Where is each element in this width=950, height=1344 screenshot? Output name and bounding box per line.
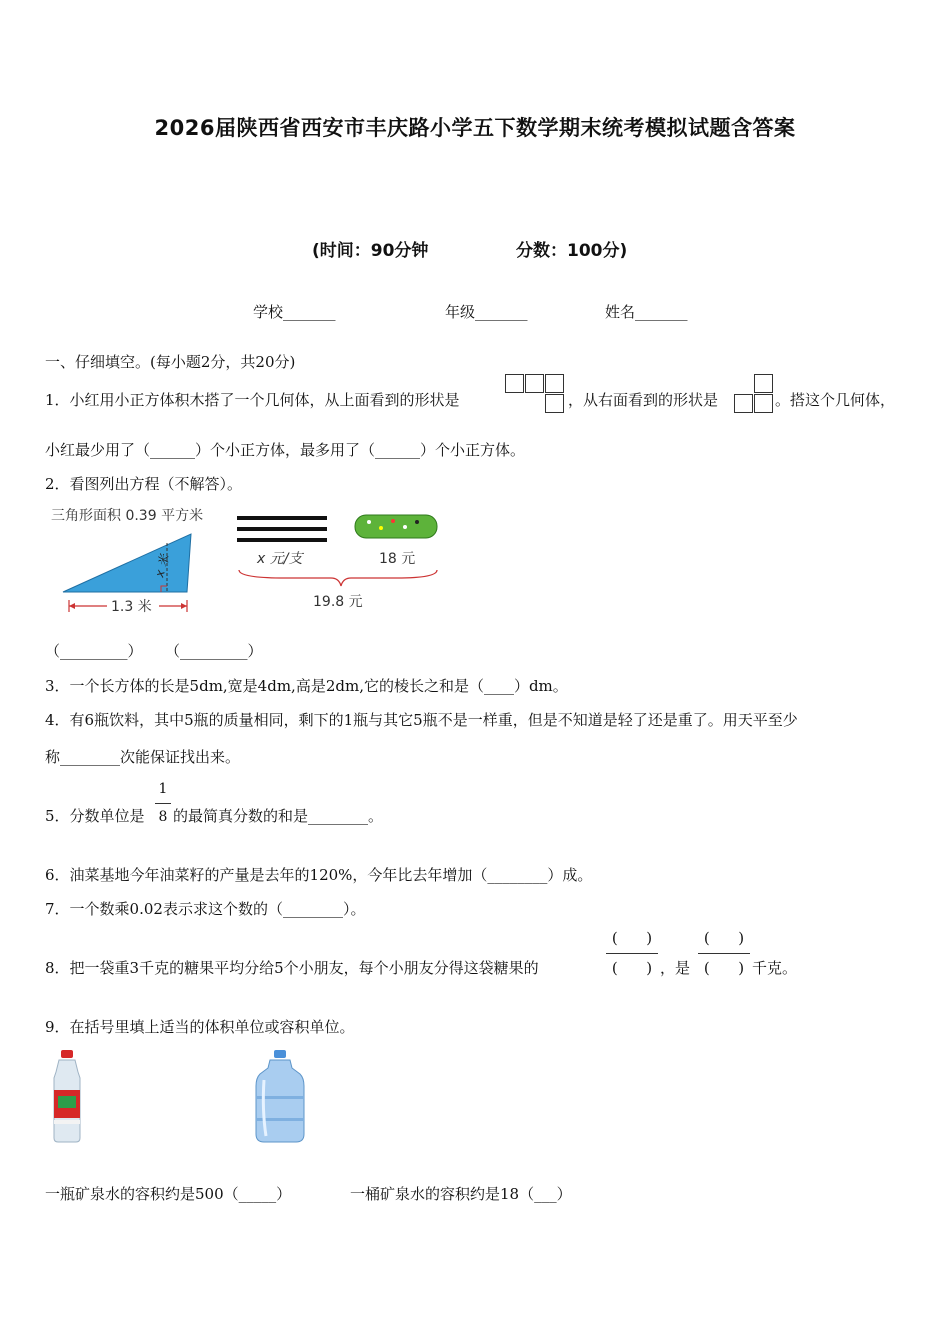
grade-field: 年级_______ — [445, 303, 528, 321]
pen-2 — [237, 527, 327, 531]
pencil-case-price-label: 18 元 — [379, 551, 416, 567]
bottle-capacity-text: 一瓶矿泉水的容积约是500（_____） — [45, 1185, 292, 1203]
pencil-case — [355, 515, 437, 538]
q9-text: 9．在括号里填上适当的体积单位或容积单位。 — [45, 1018, 355, 1036]
pen-1 — [237, 516, 327, 520]
q4-text-b: 称________次能保证找出来。 — [45, 748, 241, 766]
water-bottle-image — [48, 1048, 88, 1144]
exam-score: 分数：100分) — [516, 241, 628, 261]
q1-text-a: 1．小红用小正方体积木搭了一个几何体，从上面看到的形状是 — [45, 391, 460, 409]
q2-figures — [45, 500, 445, 625]
name-field: 姓名_______ — [605, 303, 688, 321]
fraction-denominator: 8 — [158, 809, 168, 825]
q6-text: 6．油菜基地今年油菜籽的产量是去年的120%，今年比去年增加（________）成。 — [45, 866, 593, 884]
q1-text-d: 小红最少用了（______）个小正方体，最多用了（______）个小正方体。 — [45, 441, 526, 459]
bucket-capacity-text: 一桶矿泉水的容积约是18（___） — [350, 1185, 572, 1203]
q2-blank-1: （_________） — [45, 642, 143, 660]
q3-text: 3．一个长方体的长是5dm,宽是4dm,高是2dm,它的棱长之和是（____）dm。 — [45, 677, 568, 695]
q5-text-b: 的最简真分数的和是________。 — [173, 807, 384, 825]
total-price-label: 19.8 元 — [313, 594, 363, 610]
section-heading: 一、仔细填空。(每小题2分，共20分) — [45, 353, 296, 371]
document-title: 2026届陕西省西安市丰庆路小学五下数学期末统考模拟试题含答案 — [154, 116, 796, 140]
triangle-shape — [63, 534, 191, 592]
school-field: 学校_______ — [253, 303, 336, 321]
triangle-base-label: 1.3 米 — [111, 599, 152, 615]
triangle-caption: 三角形面积 0.39 平方米 — [51, 508, 204, 524]
fraction-2-numerator: ( ) — [703, 929, 745, 947]
q5-fraction — [155, 781, 171, 825]
q2-blank-2: （_________） — [165, 642, 263, 660]
q2-text: 2．看图列出方程（不解答）。 — [45, 475, 243, 493]
pen-price-label: x 元/支 — [257, 551, 303, 567]
q4-text-a: 4．有6瓶饮料，其中5瓶的质量相同，剩下的1瓶与其它5瓶不是一样重，但是不知道是轻了还是重了。用天平至少 — [45, 711, 798, 729]
q1-text-c: 。搭这个几何体， — [775, 391, 896, 409]
q8-text-a: 8．把一袋重3千克的糖果平均分给5个小朋友，每个小朋友分得这袋糖果的 — [45, 959, 539, 977]
q5-text-a: 5．分数单位是 — [45, 807, 145, 825]
exam-time: (时间：90分钟 — [312, 241, 429, 261]
total-brace — [239, 570, 437, 586]
fraction-1-numerator: ( ) — [611, 929, 653, 947]
q8-text-c: 千克。 — [752, 959, 798, 977]
q8-fraction-2 — [698, 929, 750, 977]
q8-fraction-1 — [606, 929, 658, 977]
fraction-2-denominator: ( ) — [703, 959, 745, 977]
triangle-height-label: x 米 — [152, 553, 172, 579]
q1-text-b: ，从右面看到的形状是 — [568, 391, 719, 409]
water-bucket-image — [252, 1050, 308, 1144]
fraction-1-denominator: ( ) — [611, 959, 653, 977]
pen-3 — [237, 538, 327, 542]
fraction-numerator: 1 — [158, 781, 168, 797]
q7-text: 7．一个数乘0.02表示求这个数的（________）。 — [45, 900, 366, 918]
q8-text-b: ，是 — [660, 959, 691, 977]
